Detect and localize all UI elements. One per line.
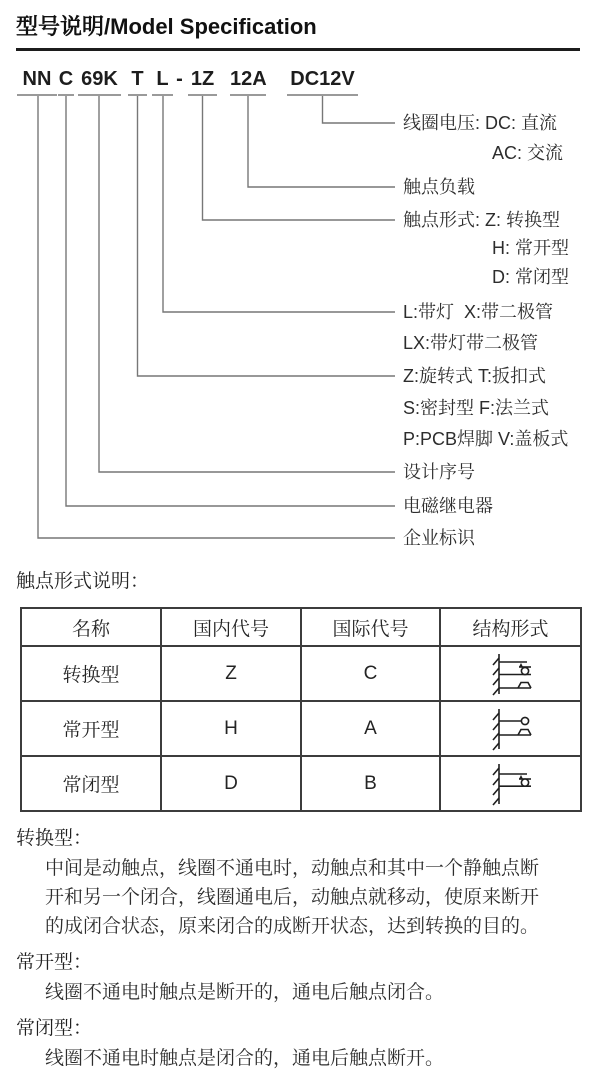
model-part-dc12v: DC12V — [287, 67, 358, 96]
contact-section-title: 触点形式说明： — [16, 571, 150, 592]
label-relay-type: 电磁继电器 — [403, 496, 493, 516]
changeover-contact-symbol — [485, 651, 537, 697]
model-part-t: T — [128, 67, 147, 96]
model-part-c: C — [58, 67, 74, 96]
connector-contact-load — [248, 96, 395, 187]
header-domestic-code: 国内代号 — [161, 608, 301, 646]
label-mount-3: P:PCB焊脚 V:盖板式 — [403, 429, 569, 449]
label-contact-form-h: H: 常开型 — [492, 238, 570, 258]
header-structure-form: 结构形式 — [440, 608, 581, 646]
description-line: 线圈不通电时触点是断开的，通电后触点闭合。 — [45, 982, 445, 1003]
model-part-1z: 1Z — [188, 67, 217, 96]
cell-name: 常闭型 — [21, 756, 161, 811]
label-mount-1: Z:旋转式 T:扳扣式 — [403, 366, 546, 386]
table-row — [21, 756, 581, 811]
cell-name: 转换型 — [21, 646, 161, 701]
description-heading: 常闭型： — [16, 1018, 93, 1039]
description-line: 线圈不通电时触点是闭合的，通电后触点断开。 — [45, 1048, 445, 1069]
label-design-serial: 设计序号 — [403, 462, 475, 482]
cell-international-code: B — [301, 756, 440, 811]
label-mount-2: S:密封型 F:法兰式 — [403, 398, 550, 418]
label-option-2: LX:带灯带二极管 — [403, 333, 539, 353]
normally-closed-contact-symbol — [485, 761, 537, 807]
cell-structure-form — [440, 701, 581, 756]
description-line: 中间是动触点，线圈不通电时，动触点和其中一个静触点断 — [45, 858, 540, 879]
label-contact-load: 触点负载 — [403, 177, 475, 197]
description-normally-closed — [16, 1014, 588, 1073]
cell-domestic-code: H — [161, 701, 301, 756]
model-part-nn: NN — [17, 67, 57, 96]
title-rule — [16, 48, 580, 51]
label-coil-voltage: 线圈电压: DC: 直流 — [403, 113, 558, 133]
model-code-diagram — [0, 60, 600, 560]
description-heading: 常开型： — [16, 952, 93, 973]
table-row — [21, 701, 581, 756]
description-heading: 转换型： — [16, 828, 93, 849]
description-line: 开和另一个闭合，线圈通电后，动触点就移动，使原来断开 — [45, 887, 540, 908]
label-option-1: L:带灯 X:带二极管 — [403, 302, 554, 322]
page-title: 型号说明/Model Specification — [16, 14, 317, 39]
cell-name: 常开型 — [21, 701, 161, 756]
cell-structure-form — [440, 756, 581, 811]
type-descriptions — [16, 824, 588, 1079]
description-line: 的成闭合状态，原来闭合的成断开状态，达到转换的目的。 — [45, 916, 540, 937]
model-part-69k: 69K — [78, 67, 121, 96]
connector-design-serial — [99, 96, 395, 472]
header-international-code: 国际代号 — [301, 608, 440, 646]
cell-structure-form — [440, 646, 581, 701]
model-part-hyphen: - — [176, 68, 183, 90]
model-part-12a: 12A — [230, 67, 266, 96]
contact-form-table — [20, 607, 582, 812]
connector-coil-voltage — [323, 96, 396, 123]
model-part-l: L — [152, 67, 173, 96]
connector-contact-form — [203, 96, 396, 220]
normally-open-contact-symbol — [485, 706, 537, 752]
cell-domestic-code: Z — [161, 646, 301, 701]
label-contact-form: 触点形式: Z: 转换型 — [403, 210, 560, 230]
cell-international-code: C — [301, 646, 440, 701]
connector-option — [163, 96, 395, 312]
description-changeover — [16, 824, 588, 941]
label-brand: 企业标识 — [403, 528, 475, 548]
connector-relay-type — [66, 96, 395, 506]
cell-domestic-code: D — [161, 756, 301, 811]
table-row — [21, 646, 581, 701]
label-contact-form-d: D: 常闭型 — [492, 267, 570, 287]
cell-international-code: A — [301, 701, 440, 756]
label-coil-voltage-ac: AC: 交流 — [492, 143, 564, 163]
connector-mount — [138, 96, 396, 376]
header-name: 名称 — [21, 608, 161, 646]
description-normally-open — [16, 948, 588, 1007]
table-header-row — [21, 608, 581, 646]
